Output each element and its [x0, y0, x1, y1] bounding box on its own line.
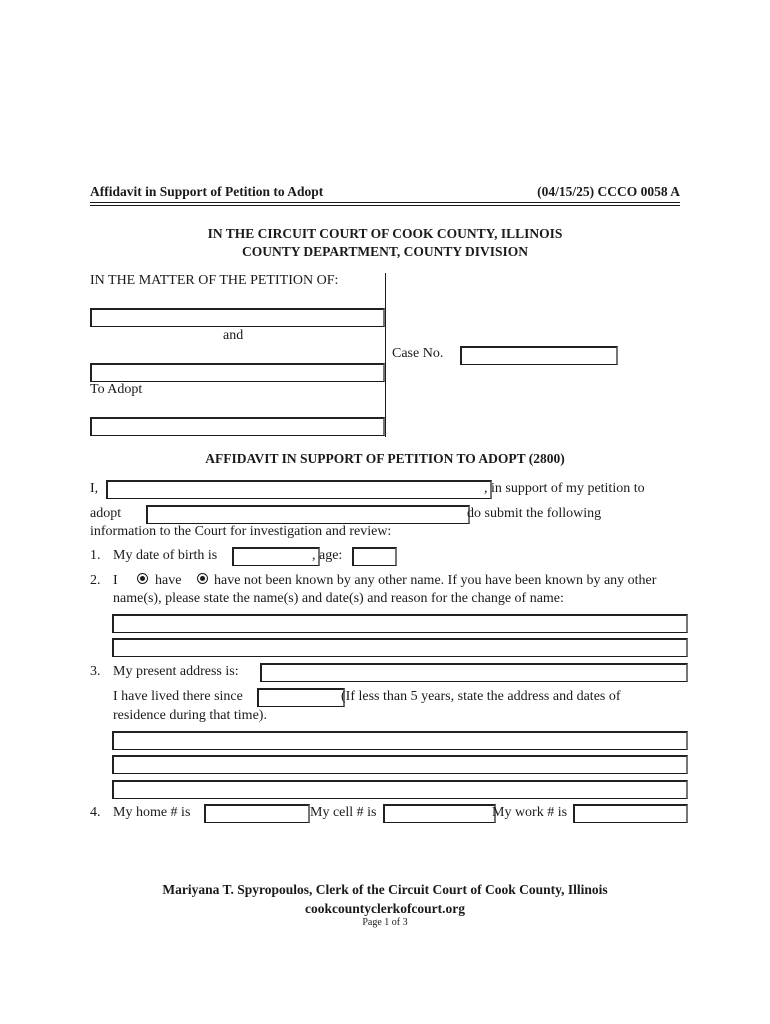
case-no-field[interactable] [460, 346, 618, 365]
item-4-number: 4. [90, 805, 101, 820]
header-rule-top [90, 202, 680, 203]
have-radio[interactable] [137, 573, 148, 584]
and-label: and [223, 328, 244, 343]
form-code: (04/15/25) CCCO 0058 A [537, 184, 680, 199]
less-than-label: (If less than 5 years, state the address and dates of [341, 689, 621, 704]
intro-adopt: adopt [90, 506, 122, 521]
have-not-label: have not been known by any other name. If you have been known by any other [214, 573, 657, 588]
address-field[interactable] [260, 663, 688, 682]
clerk-website: cookcountyclerkofcourt.org [304, 901, 466, 916]
intro-info: information to the Court for investigation and review: [90, 524, 392, 539]
have-not-radio[interactable] [197, 573, 208, 584]
case-no-label: Case No. [392, 346, 444, 361]
to-adopt-label: To Adopt [90, 382, 143, 397]
intro-submit: do submit the following [467, 506, 602, 521]
item-1-number: 1. [90, 548, 101, 563]
work-phone-field[interactable] [573, 804, 688, 823]
court-line-1: IN THE CIRCUIT COURT OF COOK COUNTY, ILLINOIS [207, 226, 563, 241]
dob-field[interactable] [232, 547, 320, 566]
other-names-field-1[interactable] [112, 614, 688, 633]
age-field[interactable] [352, 547, 397, 566]
intro-support: , in support of my petition to [484, 481, 645, 496]
lived-since-label: I have lived there since [113, 689, 243, 704]
petitioner-name-field[interactable] [90, 308, 385, 327]
other-names-field-2[interactable] [112, 638, 688, 657]
item-2-line-2: name(s), please state the name(s) and date(s) and reason for the change of name: [113, 591, 564, 606]
second-petitioner-field[interactable] [90, 363, 385, 382]
cell-phone-label: My cell # is [310, 805, 377, 820]
adoptee-name-field[interactable] [90, 417, 385, 436]
prior-address-field-1[interactable] [112, 731, 688, 750]
caption-divider [385, 273, 386, 437]
matter-label: IN THE MATTER OF THE PETITION OF: [90, 273, 339, 288]
affiant-name-field[interactable] [106, 480, 492, 499]
header-rule-bottom [90, 205, 680, 206]
clerk-line: Mariyana T. Spyropoulos, Clerk of the Circuit Court of Cook County, Illinois [162, 882, 608, 897]
intro-i: I, [90, 481, 99, 496]
home-phone-label: My home # is [113, 805, 191, 820]
home-phone-field[interactable] [204, 804, 310, 823]
lived-since-field[interactable] [257, 688, 345, 707]
cell-phone-field[interactable] [383, 804, 496, 823]
page-number: Page 1 of 3 [362, 917, 408, 928]
residence-label: residence during that time). [113, 708, 267, 723]
work-phone-label: My work # is [492, 805, 568, 820]
affidavit-title: AFFIDAVIT IN SUPPORT OF PETITION TO ADOPT (2800) [205, 451, 565, 466]
form-title: Affidavit in Support of Petition to Adopt [90, 184, 324, 199]
age-label: , age: [312, 548, 343, 563]
adoptee-field[interactable] [146, 505, 470, 524]
address-label: My present address is: [113, 664, 239, 679]
item-2-i: I [113, 573, 118, 588]
prior-address-field-3[interactable] [112, 780, 688, 799]
court-line-2: COUNTY DEPARTMENT, COUNTY DIVISION [241, 244, 529, 259]
item-3-number: 3. [90, 664, 101, 679]
dob-label: My date of birth is [113, 548, 218, 563]
item-2-number: 2. [90, 573, 101, 588]
prior-address-field-2[interactable] [112, 755, 688, 774]
have-label: have [155, 573, 182, 588]
